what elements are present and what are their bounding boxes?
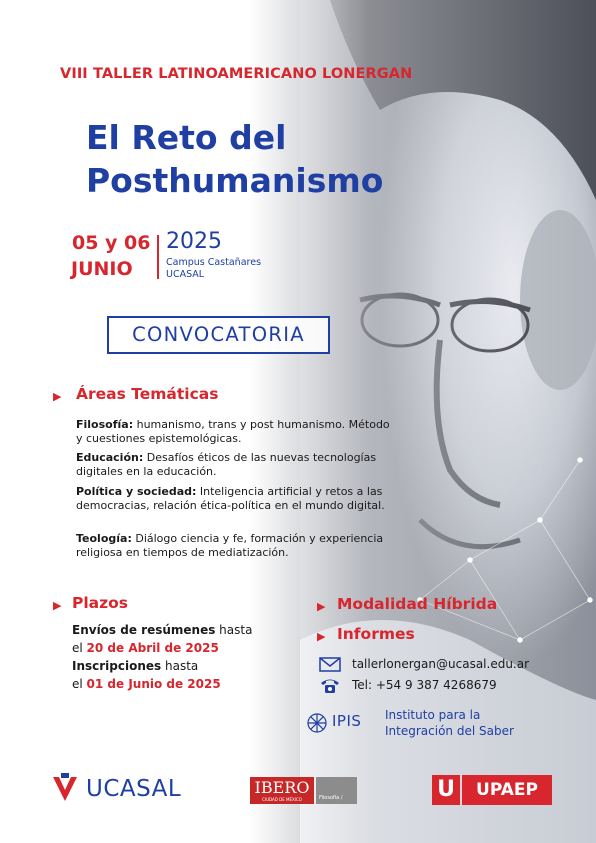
- convocatoria-box: CONVOCATORIA: [107, 316, 330, 354]
- area-item-filosofia: [76, 418, 396, 445]
- ibero-logo: IBERO: [250, 777, 314, 804]
- area-label: Teología:: [76, 532, 132, 545]
- title-line-1: El Reto del: [86, 118, 287, 157]
- event-year: 2025: [166, 229, 222, 254]
- ipis-name: [385, 707, 514, 739]
- plazos-heading: Plazos: [72, 594, 129, 612]
- venue-line-2: UCASAL: [166, 269, 205, 280]
- area-item-politica: [76, 485, 396, 512]
- area-item-educacion: [76, 451, 396, 478]
- phone-icon: [319, 677, 341, 694]
- ipis-acronym: IPIS: [332, 712, 362, 730]
- areas-heading: Áreas Temáticas: [76, 385, 219, 403]
- area-label: Filosofía:: [76, 418, 134, 431]
- event-kicker: VIII TALLER LATINOAMERICANO LONERGAN: [60, 66, 413, 82]
- event-title: [86, 116, 383, 202]
- plazo-prefix: el: [72, 641, 87, 655]
- event-days: 05 y 06: [72, 232, 151, 254]
- area-text: humanismo, trans y post humanismo. Método y cuestiones epistemológicas.: [76, 418, 390, 445]
- ibero-filosofia-tag: [316, 777, 357, 804]
- plazos-text: [72, 621, 252, 693]
- upaep-logo-text: UPAEP: [462, 775, 552, 805]
- triangle-bullet-icon: ▶: [53, 390, 62, 403]
- area-label: Educación:: [76, 451, 144, 464]
- informes-heading: Informes: [337, 625, 415, 643]
- plazo-date: 01 de Junio de 2025: [86, 677, 221, 691]
- date-divider: [157, 235, 159, 279]
- title-line-2: Posthumanismo: [86, 161, 384, 200]
- plazo-line-1: [72, 621, 252, 639]
- ipis-logo-icon: [306, 712, 328, 734]
- triangle-bullet-icon: ▶: [53, 599, 62, 612]
- ucasal-logo-text: UCASAL: [86, 776, 182, 802]
- area-text: Inteligencia artificial y retos a las democracias, relación ética-política en el mundo digital.: [76, 485, 385, 512]
- contact-phone[interactable]: Tel: +54 9 387 4268679: [352, 678, 497, 692]
- event-venue: [166, 257, 261, 281]
- contact-email[interactable]: tallerlonergan@ucasal.edu.ar: [352, 657, 530, 671]
- area-item-teologia: [76, 532, 396, 559]
- plazo-line-4: [72, 675, 252, 693]
- area-label: Política y sociedad:: [76, 485, 197, 498]
- plazo-rest: hasta: [161, 659, 199, 673]
- plazo-rest: hasta: [215, 623, 253, 637]
- filosofia-label: Filosofía /: [319, 795, 343, 801]
- triangle-bullet-icon: ▶: [317, 630, 326, 643]
- plazo-bold: Inscripciones: [72, 659, 162, 673]
- area-text: Desafíos éticos de las nuevas tecnologías digitales en la educación.: [76, 451, 377, 478]
- ipis-line-1: Instituto para la: [385, 708, 481, 722]
- plazo-line-3: [72, 657, 252, 675]
- area-text: Diálogo ciencia y fe, formación y experiencia religiosa en tiempos de mediatización.: [76, 532, 384, 559]
- upaep-logo-mark: U: [432, 775, 460, 805]
- plazo-bold: Envíos de resúmenes: [72, 623, 216, 637]
- venue-line-1: Campus Castañares: [166, 257, 262, 268]
- plazo-line-2: [72, 639, 252, 657]
- ipis-line-2: Integración del Saber: [385, 724, 514, 738]
- event-month: JUNIO: [71, 258, 133, 280]
- envelope-icon: [319, 657, 341, 672]
- triangle-bullet-icon: ▶: [317, 600, 326, 613]
- plazo-date: 20 de Abril de 2025: [86, 641, 219, 655]
- ucasal-logo-icon: [52, 773, 78, 803]
- plazo-prefix: el: [72, 677, 87, 691]
- modalidad-heading: Modalidad Híbrida: [337, 595, 498, 613]
- ibero-logo-subtitle: CIUDAD DE MÉXICO: [262, 797, 302, 802]
